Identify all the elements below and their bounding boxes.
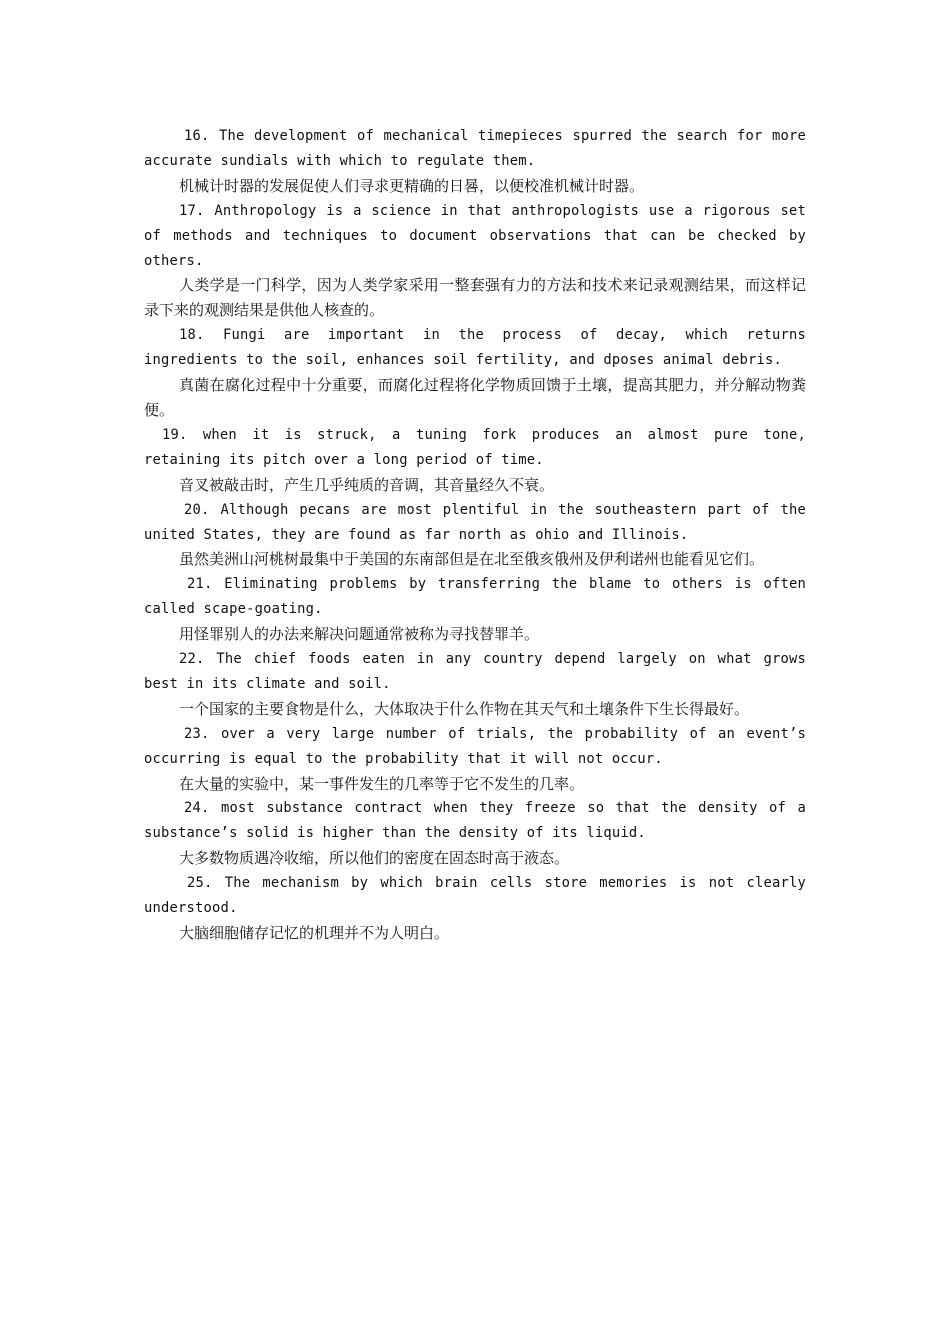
document-page	[144, 124, 806, 946]
english-sentence: 23. over a very large number of trials, the probability of an event’s occurring is equal to the probability that it will not occur.	[144, 725, 806, 767]
chinese-translation: 大脑细胞储存记忆的机理并不为人明白。	[179, 924, 450, 942]
chinese-translation: 在大量的实验中，某一事件发生的几率等于它不发生的几率。	[179, 774, 585, 793]
chinese-translation: 人类学是一门科学，因为人类学家采用一整套强有力的方法和技术来记录观测结果，而这样记录下来的观测结果是供他人核查的。	[144, 276, 806, 320]
chinese-translation: 真菌在腐化过程中十分重要，而腐化过程将化学物质回馈于土壤，提高其肥力，并分解动物粪便。	[144, 376, 806, 419]
english-sentence: 19. when it is struck, a tuning fork produces an almost pure tone, retaining its pitch over a long period of time.	[144, 426, 806, 468]
sentence-item-24	[144, 796, 806, 871]
chinese-translation: 大多数物质遇冷收缩，所以他们的密度在固态时高于液态。	[179, 849, 570, 868]
english-sentence: 22. The chief foods eaten in any country depend largely on what grows best in its climate and soil.	[144, 651, 806, 692]
sentence-item-18	[144, 323, 806, 423]
chinese-translation: 虽然美洲山河桃树最集中于美国的东南部但是在北至俄亥俄州及伊利诺州也能看见它们。	[179, 550, 765, 569]
chinese-translation: 机械计时器的发展促使人们寻求更精确的日晷，以便校准机械计时器。	[179, 176, 645, 195]
sentence-item-21	[144, 572, 806, 647]
sentence-item-22	[144, 647, 806, 722]
chinese-translation: 一个国家的主要食物是什么，大体取决于什么作物在其天气和土壤条件下生长得最好。	[179, 699, 750, 718]
sentence-item-25	[144, 871, 806, 946]
sentence-item-16	[144, 124, 806, 199]
sentence-item-19	[144, 423, 806, 498]
english-sentence: 18. Fungi are important in the process of decay, which returns ingredients to the soil, enhances soil fertility, and dposes animal debris.	[144, 327, 806, 369]
sentence-item-20	[144, 498, 806, 573]
english-sentence: 20. Although pecans are most plentiful in the southeastern part of the united States, they are found as far north as ohio and Illinois.	[144, 501, 806, 543]
english-sentence: 25. The mechanism by which brain cells store memories is not clearly understood.	[144, 875, 806, 917]
english-sentence: 21. Eliminating problems by transferring the blame to others is often called scape-goating.	[144, 576, 806, 618]
english-sentence: 17. Anthropology is a science in that anthropologists use a rigorous set of methods and techniques to document observations that can be checked by others.	[144, 202, 806, 269]
chinese-translation: 用怪罪别人的办法来解决问题通常被称为寻找替罪羊。	[179, 625, 540, 644]
sentence-item-23	[144, 722, 806, 797]
english-sentence: 16. The development of mechanical timepieces spurred the search for more accurate sundials with which to regulate them.	[144, 128, 806, 169]
chinese-translation: 音叉被敲击时，产生几乎纯质的音调，其音量经久不衰。	[179, 475, 555, 494]
sentence-item-17	[144, 199, 806, 324]
english-sentence: 24. most substance contract when they freeze so that the density of a substance’s solid is higher than the density of its liquid.	[144, 800, 806, 842]
